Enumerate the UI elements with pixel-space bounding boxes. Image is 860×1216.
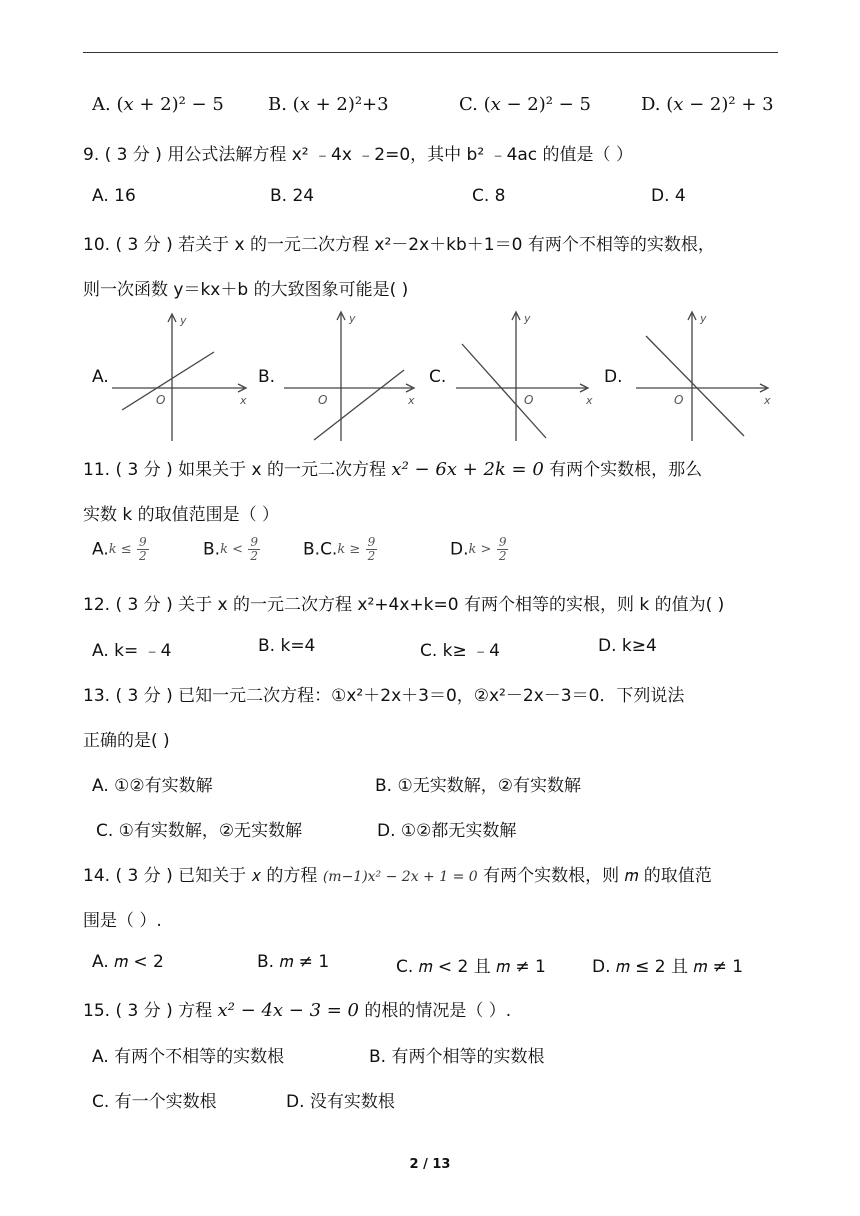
frac-num: 9 xyxy=(498,535,507,549)
fraction xyxy=(137,536,149,563)
frac-num: 9 xyxy=(139,535,147,549)
q15-option-c: C. 有一个实数根 xyxy=(92,1092,217,1112)
graph-d-y-label: y xyxy=(700,312,707,325)
q15-stem-post: 的根的情况是（ ）. xyxy=(359,1001,512,1021)
q11-option-c-expr: k ≥ xyxy=(337,542,361,557)
q11-option-d-label: D. xyxy=(450,539,469,560)
graph-b-y-label: y xyxy=(349,312,356,325)
q12-option-c: C. k≥ ﹣4 xyxy=(420,641,500,661)
fraction xyxy=(497,536,509,563)
q11-stem-pre: 11. ( 3 分 ) 如果关于 x 的一元二次方程 xyxy=(83,460,392,480)
q15-equation: 𝑥² − 4𝑥 − 3 = 0 xyxy=(217,1000,359,1021)
frac-den: 2 xyxy=(139,549,147,563)
q15-option-a: A. 有两个不相等的实数根 xyxy=(92,1047,285,1067)
frac-num: 9 xyxy=(367,535,376,549)
q9-option-a: A. 16 xyxy=(92,186,136,206)
q14-stem-line1 xyxy=(83,861,712,886)
q9-option-b: B. 24 xyxy=(270,186,315,206)
q11-option-b-label: B. xyxy=(203,539,221,560)
q14-equation: (m−1)x² − 2x + 1 = 0 xyxy=(322,869,478,885)
q10-graph-a xyxy=(112,310,252,442)
q11-option-a xyxy=(92,536,149,563)
fraction xyxy=(248,536,260,563)
q14-option-c: C. 𝑚 < 2 且 𝑚 ≠ 1 xyxy=(396,957,546,977)
graph-a-y-label: y xyxy=(180,314,187,327)
q15-stem-pre: 15. ( 3 分 ) 方程 xyxy=(83,1001,218,1021)
q11-stem-post: 有两个实数根，那么 xyxy=(543,460,703,480)
q10-graph-d xyxy=(636,310,776,442)
q14-stem-pre: 14. ( 3 分 ) 已知关于 𝑥 的方程 xyxy=(83,866,323,886)
q11-option-b-expr: k < xyxy=(220,542,243,557)
q15-stem xyxy=(83,996,511,1021)
fraction xyxy=(366,536,378,563)
q9-stem: 9. ( 3 分 ) 用公式法解方程 x² ﹣4x ﹣2=0，其中 b² ﹣4ac 的值是（ ） xyxy=(83,145,633,165)
q14-option-d: D. 𝑚 ≤ 2 且 𝑚 ≠ 1 xyxy=(592,957,744,977)
q12-stem: 12. ( 3 分 ) 关于 x 的一元二次方程 x²+4x+k=0 有两个相等的实根，则 k 的值为( ) xyxy=(83,595,725,615)
q9-option-c: C. 8 xyxy=(472,186,506,206)
q13-option-a: A. ①②有实数解 xyxy=(92,776,213,796)
graph-b-x-label: x xyxy=(408,394,415,407)
q10-option-b-label: B. xyxy=(258,367,276,387)
q10-graph-c xyxy=(456,310,596,442)
q13-option-c: C. ①有实数解，②无实数解 xyxy=(96,821,303,841)
q10-option-d-label: D. xyxy=(604,367,623,387)
q11-stem-line2: 实数 k 的取值范围是（ ） xyxy=(83,505,280,525)
q11-option-c xyxy=(303,536,377,563)
q11-stem-line1 xyxy=(83,455,702,480)
q14-option-a: A. 𝑚 < 2 xyxy=(92,952,164,972)
q11-option-d-expr: k > xyxy=(468,542,492,557)
q12-option-b: B. k=4 xyxy=(258,636,316,656)
q14-option-b: B. 𝑚 ≠ 1 xyxy=(257,952,330,972)
graph-c-origin: O xyxy=(524,393,534,407)
graph-d-x-label: x xyxy=(764,394,771,407)
header-rule xyxy=(83,52,778,53)
frac-den: 2 xyxy=(250,549,259,563)
graph-a-x-label: x xyxy=(240,394,247,407)
q13-stem-line2: 正确的是( ) xyxy=(83,731,170,751)
q10-graph-b xyxy=(284,310,424,442)
q8-option-a: A. (𝑥 + 2)² − 5 xyxy=(92,94,224,115)
q15-option-d: D. 没有实数根 xyxy=(286,1092,395,1112)
q14-stem-line2: 围是（ ）. xyxy=(83,911,162,931)
q10-stem-line2: 则一次函数 y＝kx＋b 的大致图象可能是( ) xyxy=(83,280,409,300)
q11-option-d xyxy=(450,536,508,563)
graph-b-origin: O xyxy=(318,393,328,407)
graph-a-origin: O xyxy=(156,393,166,407)
q15-option-b: B. 有两个相等的实数根 xyxy=(369,1047,545,1067)
graph-c-x-label: x xyxy=(586,394,593,407)
q11-option-b xyxy=(203,536,260,563)
q13-stem-line1: 13. ( 3 分 ) 已知一元二次方程：①x²＋2x＋3＝0，②x²－2x－3＝0．下列说法 xyxy=(83,686,685,706)
q12-option-d: D. k≥4 xyxy=(598,636,657,656)
page-number: 2 / 13 xyxy=(409,1157,451,1172)
q11-option-a-label: A. xyxy=(92,539,109,560)
q8-option-c: C. (𝑥 − 2)² − 5 xyxy=(459,94,591,115)
q10-option-c-label: C. xyxy=(429,367,447,387)
graph-d-origin: O xyxy=(674,393,684,407)
q13-option-d: D. ①②都无实数解 xyxy=(377,821,517,841)
q10-option-a-label: A. xyxy=(92,367,109,387)
q11-option-a-expr: k ≤ xyxy=(108,542,132,557)
q8-option-d: D. (𝑥 − 2)² + 3 xyxy=(641,94,774,115)
frac-num: 9 xyxy=(250,535,259,549)
frac-den: 2 xyxy=(367,549,376,563)
q11-equation: 𝑥² − 6𝑥 + 2𝑘 = 0 xyxy=(391,459,544,480)
q14-stem-post: 有两个实数根，则 𝑚 的取值范 xyxy=(477,866,712,886)
q13-option-b: B. ①无实数解，②有实数解 xyxy=(375,776,581,796)
q10-stem-line1: 10. ( 3 分 ) 若关于 x 的一元二次方程 x²－2x＋kb＋1＝0 有两个不相等的实数根， xyxy=(83,235,715,255)
q9-option-d: D. 4 xyxy=(651,186,686,206)
frac-den: 2 xyxy=(498,549,507,563)
q8-option-b: B. (𝑥 + 2)²+3 xyxy=(268,94,389,115)
q12-option-a: A. k= ﹣4 xyxy=(92,641,172,661)
graph-c-y-label: y xyxy=(524,312,531,325)
q11-option-c-label: B.C. xyxy=(303,539,338,560)
